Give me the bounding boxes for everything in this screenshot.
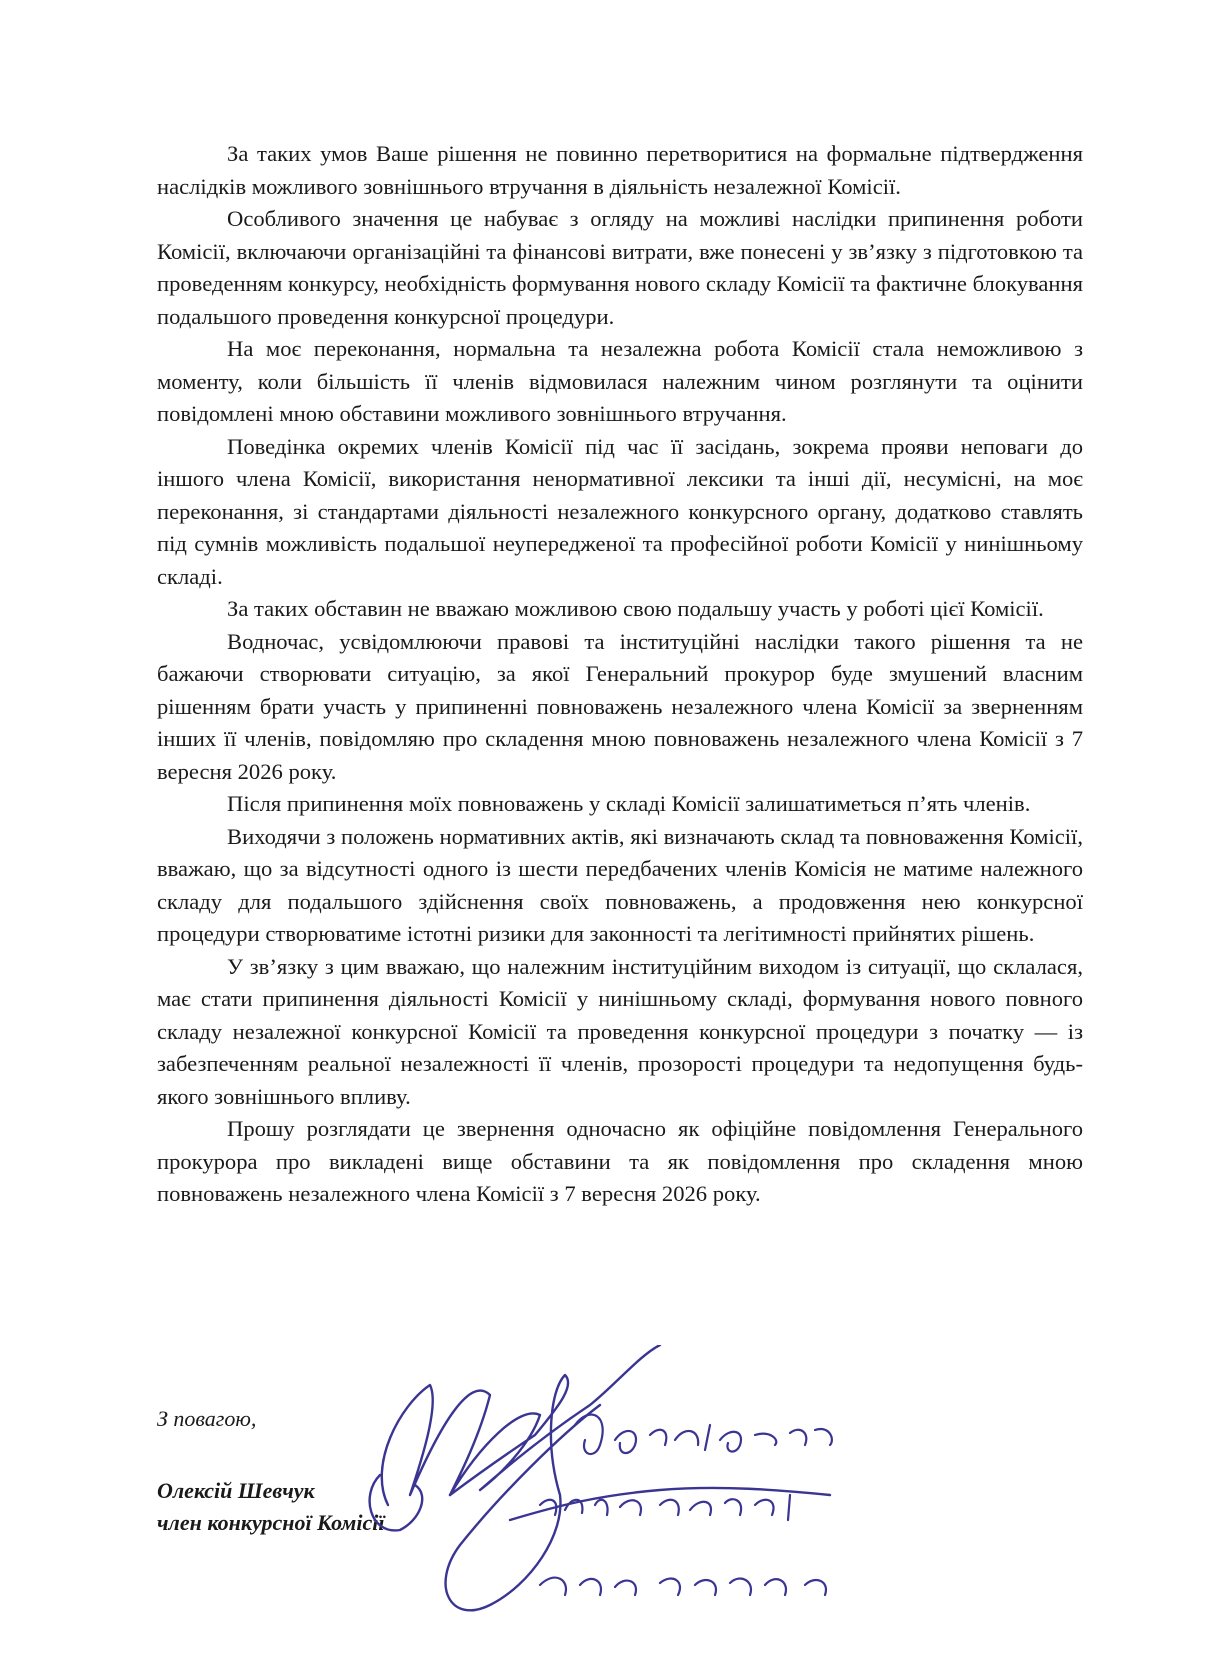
- signer-title: член конкурсної Комісії: [157, 1510, 385, 1535]
- paragraph-7: Після припинення моїх повноважень у складі Комісії залишатиметься п’ять членів.: [227, 791, 1031, 816]
- paragraph-9: У зв’язку з цим вважаю, що належним інституційним виходом із ситуації, що склалася, має стати припинення діяльності Комісії у нинішньому складі, формування нового повного складу незалежної конкурсної Комісії та проведення конкурсної процедури з початку — із забезпеченням реальної незалежності її членів, прозорості процедури та недопущення будь-якого зовнішнього впливу.: [157, 953, 1083, 1109]
- paragraph-4: Поведінка окремих членів Комісії під час її засідань, зокрема прояви неповаги до іншого члена Комісії, використання ненормативної лексики та інші дії, несумісні, на моє переконання, зі стандартами діяльності незалежного конкурсного органу, додатково ставлять під сумнів можливість подальшої неупередженої та професійної роботи Комісії у нинішньому складі.: [157, 433, 1083, 589]
- handwritten-line-3: [540, 1578, 826, 1595]
- paragraph-3: На моє переконання, нормальна та незалежна робота Комісії стала неможливою з моменту, коли більшість її членів відмовилася належним чином розглянути та оцінити повідомлені мною обставини можливого зовнішнього втручання.: [157, 336, 1083, 426]
- signer-name: Олексій Шевчук: [157, 1478, 315, 1503]
- signature-loop: [446, 1375, 600, 1610]
- paragraph-1: За таких умов Ваше рішення не повинно перетворитися на формальне підтвердження наслідків можливого зовнішнього втручання в діяльність незалежної Комісії.: [157, 141, 1083, 199]
- signature-sweep: [510, 1488, 830, 1520]
- handwritten-line-1: [575, 1415, 832, 1454]
- letter-body: [157, 138, 1083, 1211]
- handwritten-line-2: [540, 1495, 790, 1520]
- closing-regards: З повагою,: [157, 1406, 257, 1431]
- paragraph-6: Водночас, усвідомлюючи правові та інституційні наслідки такого рішення та не бажаючи створювати ситуацію, за якої Генеральний прокурор буде змушений власним рішенням брати участь у припиненні повноважень незалежного члена Комісії за зверненням інших її членів, повідомляю про складення мною повноважень незалежного члена Комісії з 7 вересня 2026 року.: [157, 628, 1083, 784]
- handwritten-signature: [360, 1345, 940, 1659]
- paragraph-2: Особливого значення це набуває з огляду на можливі наслідки припинення роботи Комісії, включаючи організаційні та фінансові витрати, вже понесені у зв’язку з підготовкою та проведенням конкурсу, необхідність формування нового складу Комісії та фактичне блокування подальшого проведення конкурсної процедури.: [157, 206, 1083, 329]
- paragraph-8: Виходячи з положень нормативних актів, які визначають склад та повноваження Комісії, вважаю, що за відсутності одного із шести передбачених членів Комісія не матиме належного складу для подальшого здійснення своїх повноважень, а продовження нею конкурсної процедури створюватиме істотні ризики для законності та легітимності прийнятих рішень.: [157, 823, 1083, 946]
- signature-block: [157, 1475, 384, 1539]
- paragraph-5: За таких обставин не вважаю можливою свою подальшу участь у роботі цієї Комісії.: [227, 596, 1044, 621]
- paragraph-10: Прошу розглядати це звернення одночасно як офіційне повідомлення Генерального прокурора про викладені вище обставини та як повідомлення про складення мною повноважень незалежного члена Комісії з 7 вересня 2026 року.: [157, 1116, 1083, 1206]
- signature-flourish: [382, 1345, 660, 1505]
